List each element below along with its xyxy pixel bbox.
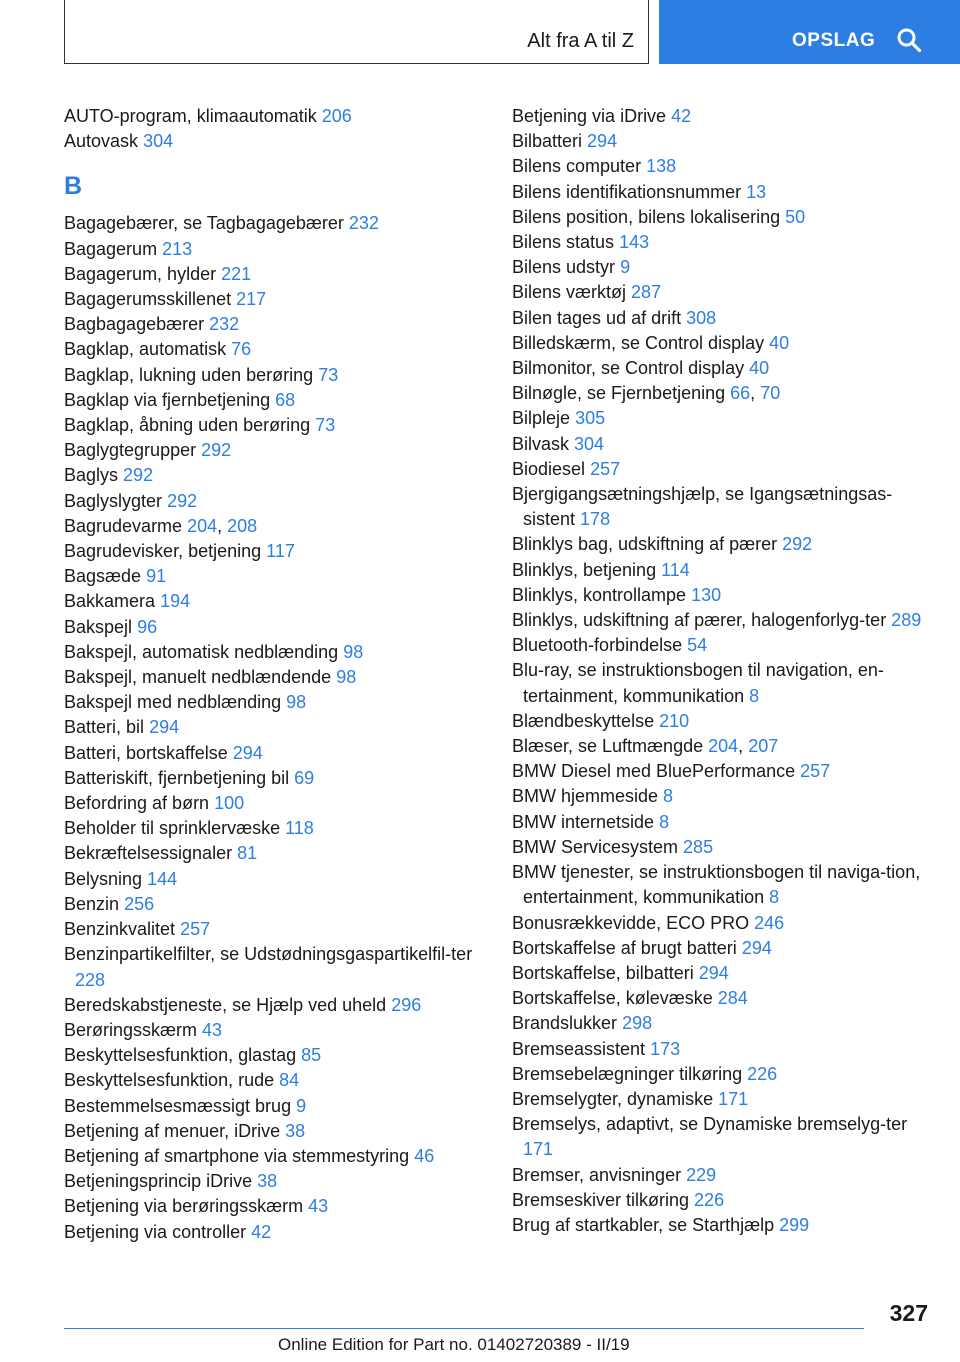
index-term: Betjeningsprincip iDrive (64, 1171, 253, 1192)
index-entry (512, 154, 932, 179)
page-link[interactable]: 40 (749, 358, 770, 379)
index-entry (512, 961, 932, 986)
index-entry (64, 438, 484, 463)
index-term: Bakspejl, automatisk nedblænding (64, 641, 339, 662)
index-column-left (64, 104, 484, 1245)
page-link[interactable]: 287 (631, 282, 662, 303)
index-term: Betjening via iDrive (512, 106, 667, 126)
header-tab-label: Alt fra A til Z (527, 30, 634, 52)
index-term: Bremsebelægninger tilkøring (512, 1063, 743, 1084)
header-tab[interactable] (64, 0, 649, 64)
page-link[interactable]: 226 (694, 1189, 725, 1210)
index-entry (512, 911, 932, 936)
index-term: Blændbeskyttelse (512, 710, 655, 731)
index-entry (64, 867, 484, 892)
page-number: 327 (889, 1300, 928, 1326)
index-term: Batteri, bil (64, 717, 145, 738)
page-link[interactable]: 114 (661, 559, 690, 580)
page-link[interactable]: 204 (708, 736, 739, 757)
page-link[interactable]: 232 (348, 213, 379, 234)
index-term: Bakkamera (64, 591, 156, 612)
page-link[interactable]: 208 (227, 515, 258, 536)
index-term: Betjening af menuer, iDrive (64, 1120, 281, 1141)
index-term: Bilens status (512, 232, 615, 253)
page-link[interactable]: 100 (214, 793, 245, 814)
index-entry (512, 558, 932, 583)
index-entry (512, 759, 932, 784)
index-term: AUTO-program, klimaautomatik (64, 106, 317, 126)
index-entry (64, 413, 484, 438)
page-link[interactable]: 232 (209, 314, 240, 335)
index-term: Bagbagagebærer (64, 314, 205, 335)
index-entry (64, 1220, 484, 1245)
index-term: BMW internetside (512, 811, 655, 832)
index-entry (64, 1194, 484, 1219)
index-entry (64, 942, 484, 992)
index-term: Bremselys, adaptivt, se Dynamiske bremselyg-ter (512, 1114, 908, 1135)
index-entry (64, 262, 484, 287)
index-entry (512, 457, 932, 482)
page-link[interactable]: 292 (201, 440, 232, 461)
page-link[interactable]: 256 (124, 893, 155, 914)
page-link[interactable]: 91 (146, 566, 167, 587)
page-link[interactable]: 68 (275, 389, 296, 410)
page-link[interactable]: 257 (590, 458, 621, 479)
index-entry (512, 331, 932, 356)
page-link[interactable]: 42 (251, 1221, 272, 1242)
index-term: Bagagebærer, se Tagbagagebærer (64, 213, 344, 234)
page-link[interactable]: 144 (147, 868, 178, 889)
page-link[interactable]: 246 (754, 912, 785, 933)
page-link[interactable]: 171 (718, 1088, 749, 1109)
index-term: Bilvask (512, 433, 570, 454)
page-link[interactable]: 257 (180, 919, 211, 940)
index-entry (64, 312, 484, 337)
index-term: Benzinpartikelfilter, se Udstødningsgaspartikelfil-ter (64, 944, 473, 965)
page-link[interactable]: 299 (779, 1214, 810, 1235)
index-entry (64, 589, 484, 614)
index-entry (64, 690, 484, 715)
index-term: Beholder til sprinklervæske (64, 818, 281, 839)
search-label: OPSLAG (792, 30, 876, 51)
index-term: Bilen tages ud af drift (512, 307, 682, 328)
page-link[interactable]: 13 (746, 181, 767, 202)
index-term: Bilens computer (512, 156, 642, 177)
index-term: Berøringsskærm (64, 1019, 198, 1040)
index-term: Bremseskiver tilkøring (512, 1189, 690, 1210)
index-term: Bilpleje (512, 408, 571, 429)
index-entry (512, 482, 932, 532)
index-term: Bestemmelsesmæssigt brug (64, 1095, 292, 1116)
page-link[interactable]: 305 (575, 408, 606, 429)
index-term: Betjening af smartphone via stemmestyring (64, 1145, 410, 1166)
page-link[interactable]: 9 (296, 1095, 307, 1116)
page-link[interactable]: 294 (149, 717, 180, 738)
index-entry (64, 1068, 484, 1093)
index-entry (512, 230, 932, 255)
index-entry (64, 564, 484, 589)
index-term: Bremser, anvisninger (512, 1164, 682, 1185)
index-term: Bagklap, automatisk (64, 339, 227, 360)
index-entry (64, 791, 484, 816)
index-entries-b (64, 211, 484, 1244)
index-term: Blu-ray, se instruktionsbogen til navigation, en-tertainment, kommunikation (512, 660, 884, 706)
index-entry (512, 532, 932, 557)
index-entry: Bilnøgle, se Fjernbetjening 66, 70 (512, 383, 781, 404)
page-link[interactable]: 210 (659, 710, 690, 731)
index-entries-right (512, 104, 932, 1238)
page-link[interactable]: 143 (619, 232, 650, 253)
index-term: Baglyslygter (64, 490, 163, 511)
index-term: Brug af startkabler, se Starthjælp (512, 1214, 775, 1235)
index-entry (512, 936, 932, 961)
index-entry (64, 615, 484, 640)
index-term: Beredskabstjeneste, se Hjælp ved uheld (64, 994, 387, 1015)
index-entry (64, 816, 484, 841)
index-entry (64, 211, 484, 236)
index-entry: Bagrudevarme 204, 208 (64, 515, 258, 536)
index-term: BMW Servicesystem (512, 836, 679, 857)
index-entry (64, 1043, 484, 1068)
index-entry (512, 810, 932, 835)
index-entry (64, 1094, 484, 1119)
index-term: Blinklys bag, udskiftning af pærer (512, 534, 778, 555)
index-term: Bortskaffelse, kølevæske (512, 988, 713, 1009)
index-entry: Blæser, se Luftmængde 204, 207 (512, 736, 779, 757)
index-term: Bortskaffelse af brugt batteri (512, 937, 737, 958)
page-link[interactable]: 98 (343, 641, 364, 662)
page-link[interactable]: 207 (748, 736, 779, 757)
index-entry (512, 986, 932, 1011)
page-link[interactable]: 178 (580, 509, 611, 530)
page-link[interactable]: 257 (800, 761, 831, 782)
index-term: Benzin (64, 893, 120, 914)
page-link[interactable]: 130 (691, 584, 722, 605)
index-entry (64, 665, 484, 690)
page-link[interactable]: 289 (891, 610, 922, 631)
page-link[interactable]: 229 (686, 1164, 717, 1185)
search-icon (896, 27, 922, 53)
footer-edition-text: Online Edition for Part no. 01402720389 - II/19 (278, 1335, 630, 1354)
page-link[interactable]: 284 (717, 988, 748, 1009)
page-link[interactable]: 81 (237, 843, 258, 864)
index-entry (64, 1018, 484, 1043)
index-entry (512, 583, 932, 608)
page-link[interactable]: 292 (167, 490, 198, 511)
index-term: Bagklap via fjernbetjening (64, 389, 271, 410)
index-entries-a (64, 104, 484, 154)
page-link[interactable]: 292 (782, 534, 813, 555)
index-term: Bilnøgle, se Fjernbetjening (512, 383, 726, 404)
index-term: Bagklap, lukning uden berøring (64, 364, 314, 385)
index-term: Bilmonitor, se Control display (512, 358, 745, 379)
index-entry (64, 489, 484, 514)
index-entry (512, 432, 932, 457)
index-term: Baglys (64, 465, 119, 486)
index-term: Bakspejl, manuelt nedblændende (64, 667, 332, 688)
index-term: Bakspejl med nedblænding (64, 692, 282, 713)
index-term: Bremselygter, dynamiske (512, 1088, 714, 1109)
index-term: Betjening via controller (64, 1221, 247, 1242)
index-entry (512, 835, 932, 860)
index-term: Billedskærm, se Control display (512, 332, 765, 353)
page-link[interactable]: 294 (587, 131, 618, 152)
search-button[interactable] (659, 0, 960, 64)
index-term: Belysning (64, 868, 143, 889)
page-link[interactable]: 8 (769, 887, 780, 908)
index-entry (64, 104, 484, 129)
index-term: Bilens udstyr (512, 257, 616, 278)
page-link[interactable]: 85 (301, 1045, 322, 1066)
index-entry (64, 539, 484, 564)
index-entry (512, 205, 932, 230)
page-link[interactable]: 304 (143, 131, 174, 152)
index-entry (64, 640, 484, 665)
index-entry (64, 1144, 484, 1169)
page-link[interactable]: 221 (221, 263, 252, 284)
index-term: BMW tjenester, se instruktionsbogen til naviga-tion, entertainment, kommunikation (512, 862, 921, 908)
page-link[interactable]: 213 (162, 238, 193, 259)
index-entry (64, 287, 484, 312)
page-link[interactable]: 118 (285, 818, 314, 839)
page-link[interactable]: 43 (202, 1019, 223, 1040)
index-entry (512, 1062, 932, 1087)
index-entry (512, 608, 932, 633)
index-entry (512, 1011, 932, 1036)
page-link[interactable]: 226 (747, 1063, 778, 1084)
index-term: Blinklys, kontrollampe (512, 584, 687, 605)
index-term: Bilbatteri (512, 131, 583, 152)
index-entry (512, 180, 932, 205)
index-term: Bagklap, åbning uden berøring (64, 415, 311, 436)
page-link[interactable]: 54 (687, 635, 708, 656)
index-term: Bilens identifikationsnummer (512, 181, 742, 202)
index-entry (512, 1188, 932, 1213)
index-entry (512, 709, 932, 734)
page-link[interactable]: 42 (671, 106, 692, 126)
index-entry (512, 633, 932, 658)
page-link[interactable]: 8 (659, 811, 670, 832)
index-term: BMW Diesel med BluePerformance (512, 761, 796, 782)
index-term: Bagrudevarme (64, 515, 183, 536)
page-link[interactable]: 40 (769, 332, 790, 353)
page-link[interactable]: 98 (286, 692, 307, 713)
index-term: Beskyttelsesfunktion, rude (64, 1070, 275, 1091)
index-term: Bekræftelsessignaler (64, 843, 233, 864)
page-link[interactable]: 206 (321, 106, 352, 126)
index-term: Benzinkvalitet (64, 919, 176, 940)
page-link[interactable]: 43 (308, 1196, 329, 1217)
page-link[interactable]: 285 (683, 836, 714, 857)
page-link[interactable]: 308 (686, 307, 717, 328)
index-term: Bagrudevisker, betjening (64, 541, 262, 562)
page-link[interactable]: 294 (698, 962, 729, 983)
index-term: Autovask (64, 131, 139, 152)
page-link[interactable]: 304 (574, 433, 605, 454)
index-entry (512, 784, 932, 809)
index-entry (512, 1112, 932, 1162)
page-link[interactable]: 204 (187, 515, 218, 536)
index-term: Bagagerum, hylder (64, 263, 217, 284)
index-entry (512, 1037, 932, 1062)
index-entry (64, 892, 484, 917)
index-entry (64, 237, 484, 262)
index-entry (64, 741, 484, 766)
index-entry (512, 280, 932, 305)
page-link[interactable]: 66 (730, 383, 751, 404)
page-link[interactable]: 96 (137, 616, 158, 637)
index-term: Befordring af børn (64, 793, 210, 814)
page-link[interactable]: 217 (236, 289, 267, 310)
index-term: Bilens position, bilens lokalisering (512, 206, 781, 227)
page-link[interactable]: 8 (749, 685, 760, 706)
index-entry (64, 766, 484, 791)
index-term: BMW hjemmeside (512, 786, 659, 807)
index-entry (64, 363, 484, 388)
section-letter: B (64, 172, 83, 201)
index-term: Bagsæde (64, 566, 142, 587)
index-term: Bremseassistent (512, 1038, 646, 1059)
index-term: Bagagerumsskillenet (64, 289, 232, 310)
index-term: Betjening via berøringsskærm (64, 1196, 304, 1217)
page-link[interactable]: 117 (266, 541, 295, 562)
page-link[interactable]: 73 (318, 364, 339, 385)
index-entry (512, 356, 932, 381)
index-term: Bortskaffelse, bilbatteri (512, 962, 694, 983)
index-entry (64, 1169, 484, 1194)
page-link[interactable]: 292 (123, 465, 154, 486)
index-term: Batteriskift, fjernbetjening bil (64, 767, 290, 788)
page-link[interactable]: 46 (414, 1145, 435, 1166)
index-entry (512, 658, 932, 708)
footer-rule (64, 1328, 864, 1329)
index-term: Bonusrækkevidde, ECO PRO (512, 912, 750, 933)
page-link[interactable]: 70 (760, 383, 781, 404)
index-term: Blinklys, betjening (512, 559, 657, 580)
index-entry (64, 917, 484, 942)
page-link[interactable]: 9 (620, 257, 631, 278)
index-column-right (512, 104, 932, 1238)
page-link[interactable]: 69 (294, 767, 315, 788)
index-term: Bilens værktøj (512, 282, 627, 303)
page-link[interactable]: 98 (336, 667, 357, 688)
index-entry (512, 406, 932, 431)
page-link[interactable]: 171 (523, 1139, 554, 1160)
index-entry (512, 860, 932, 910)
index-entry (512, 255, 932, 280)
page-link[interactable]: 194 (160, 591, 191, 612)
index-entry (64, 1119, 484, 1144)
index-entry (64, 715, 484, 740)
index-entry (512, 1087, 932, 1112)
index-entry (512, 306, 932, 331)
index-entry (64, 388, 484, 413)
index-entry (512, 1213, 932, 1238)
page-link[interactable]: 76 (231, 339, 252, 360)
index-entry (64, 129, 484, 154)
page-link[interactable]: 296 (391, 994, 422, 1015)
index-term: Brandslukker (512, 1013, 618, 1034)
index-term: Bjergigangsætningshjælp, se Igangsætningsas-sistent (512, 484, 893, 530)
index-entry (64, 841, 484, 866)
index-term: Baglygtegrupper (64, 440, 197, 461)
index-term: Bakspejl (64, 616, 133, 637)
page-link[interactable]: 294 (741, 937, 772, 958)
page-link[interactable]: 50 (785, 206, 806, 227)
index-entry (512, 129, 932, 154)
page-link[interactable]: 73 (315, 415, 336, 436)
index-entry (64, 463, 484, 488)
index-term: Biodiesel (512, 458, 586, 479)
index-term: Blinklys, udskiftning af pærer, halogenforlyg-ter (512, 610, 887, 631)
index-entry (512, 1163, 932, 1188)
index-term: Bagagerum (64, 238, 158, 259)
page-link[interactable]: 173 (650, 1038, 681, 1059)
index-term: Bluetooth-forbindelse (512, 635, 683, 656)
index-entry (512, 104, 932, 129)
index-term: Batteri, bortskaffelse (64, 742, 228, 763)
index-term: Beskyttelsesfunktion, glastag (64, 1045, 297, 1066)
page-link[interactable]: 298 (622, 1013, 653, 1034)
page-link[interactable]: 8 (663, 786, 674, 807)
page-link[interactable]: 228 (75, 969, 106, 990)
index-entry (64, 993, 484, 1018)
page-link[interactable]: 294 (232, 742, 263, 763)
index-term: Blæser, se Luftmængde (512, 736, 704, 757)
page-link[interactable]: 84 (279, 1070, 300, 1091)
page-link[interactable]: 38 (285, 1120, 306, 1141)
page-link[interactable]: 38 (257, 1171, 278, 1192)
index-entry (64, 337, 484, 362)
page-link[interactable]: 138 (646, 156, 677, 177)
